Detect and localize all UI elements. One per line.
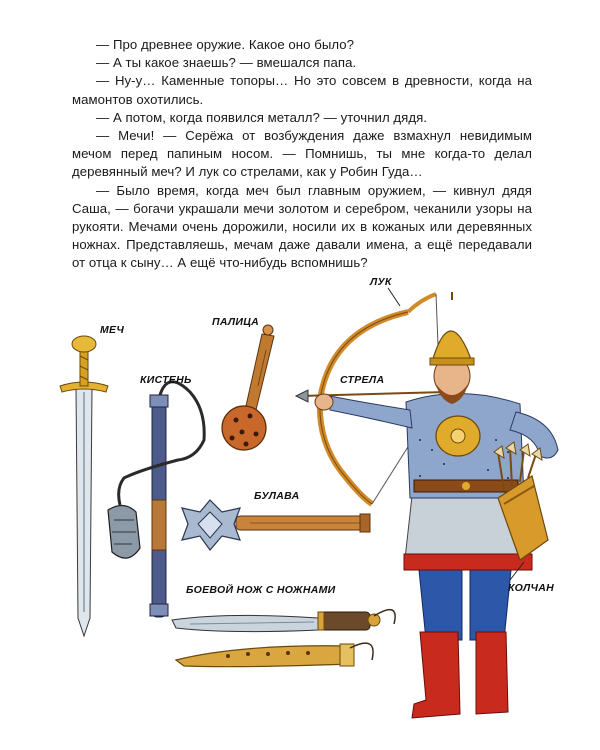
flail-illustration xyxy=(108,382,204,617)
label-club: ПАЛИЦА xyxy=(212,316,260,328)
label-quiver: КОЛЧАН xyxy=(508,582,554,594)
paragraph-5: — Мечи! — Серёжа от возбуждения даже взмахнул невидимым мечом перед папиным носом. — Помнишь, ты мне когда-то делал деревянный меч? И лук со стрелами, как у Робин Гуда… xyxy=(72,128,532,180)
mace-illustration xyxy=(182,500,370,550)
label-bow: ЛУК xyxy=(370,276,392,288)
knife-illustration xyxy=(172,610,395,667)
paragraph-3: — Ну-у… Каменные топоры… Но это совсем в древности, когда на мамонтов охотились. xyxy=(72,73,532,107)
label-knife: БОЕВОЙ НОЖ С НОЖНАМИ xyxy=(186,584,336,596)
paragraph-1: — Про древнее оружие. Какое оно было? xyxy=(96,37,355,52)
club-illustration xyxy=(222,325,274,450)
sword-illustration xyxy=(60,336,108,636)
label-sword: МЕЧ xyxy=(100,324,125,336)
label-arrow: СТРЕЛА xyxy=(340,374,385,386)
label-flail: КИСТЕНЬ xyxy=(140,374,192,386)
paragraph-2: — А ты какое знаешь? — вмешался папа. xyxy=(96,55,357,71)
paragraph-4: — А потом, когда появился металл? — уточнил дядя. xyxy=(96,109,427,125)
label-mace: БУЛАВА xyxy=(254,490,300,502)
paragraph-6: — Было время, когда меч был главным оружием, — кивнул дядя Саша, — богачи украшали мечи золотом и серебром, чеканили узоры на рукояти. Мечами очень дорожили, носили их в кожаных или деревянных ножнах. Представляешь, мечам даже давали имена, а ещё передавали от отца к сыну… А ещё что-нибудь вспомнишь? xyxy=(72,182,532,271)
